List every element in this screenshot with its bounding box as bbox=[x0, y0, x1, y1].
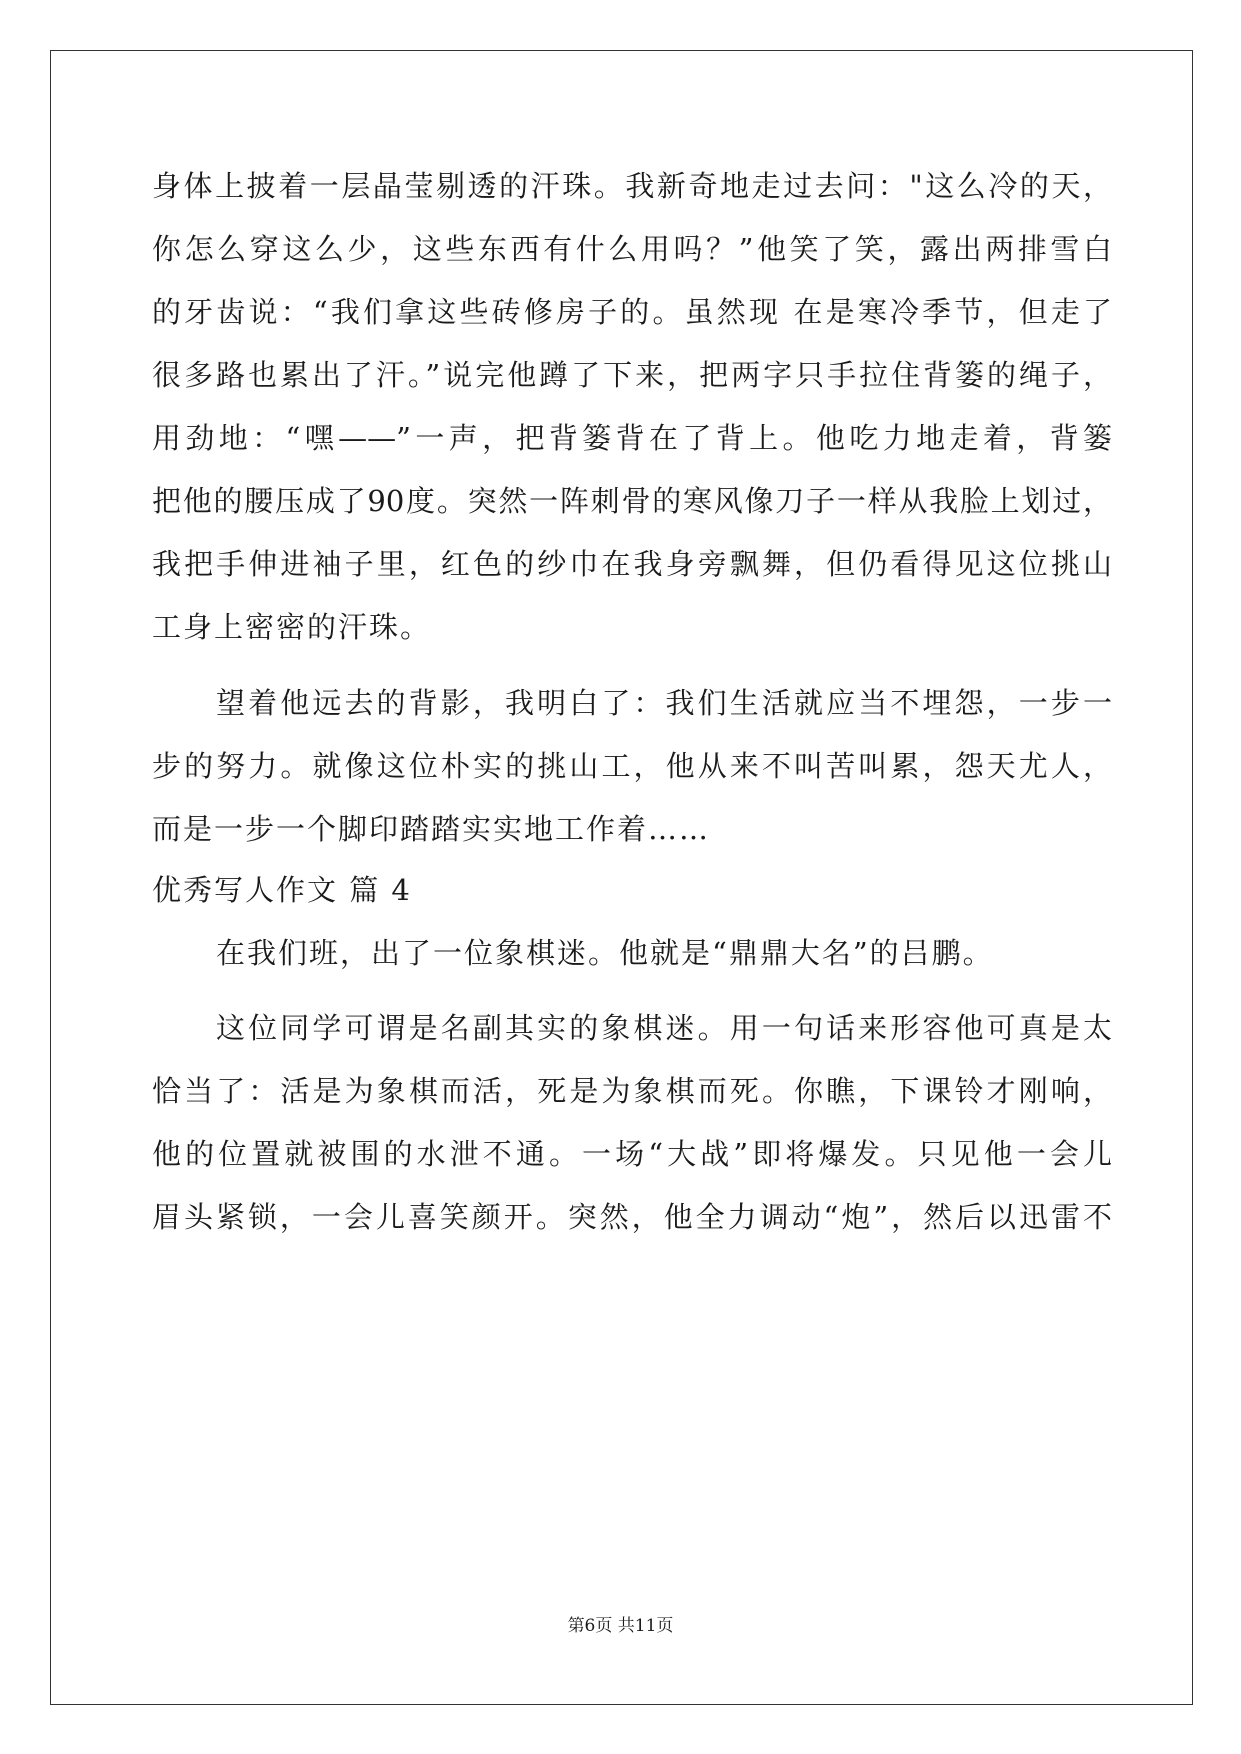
section-heading: 优秀写人作文 篇 4 bbox=[152, 873, 412, 907]
body-line: 恰当了：活是为象棋而活，死是为象棋而死。你瞧，下课铃才刚响， bbox=[152, 1074, 1112, 1108]
body-line: 我把手伸进袖子里，红色的纱巾在我身旁飘舞，但仍看得见这位挑山 bbox=[152, 547, 1112, 581]
body-line: 把他的腰压成了90度。突然一阵刺骨的寒风像刀子一样从我脸上划过， bbox=[152, 484, 1112, 518]
body-line: 用劲地：“嘿——”一声，把背篓背在了背上。他吃力地走着，背篓 bbox=[152, 421, 1112, 455]
body-line: 在我们班，出了一位象棋迷。他就是“鼎鼎大名”的吕鹏。 bbox=[216, 936, 994, 970]
body-line: 他的位置就被围的水泄不通。一场“大战”即将爆发。只见他一会儿 bbox=[152, 1137, 1112, 1171]
body-line: 眉头紧锁，一会儿喜笑颜开。突然，他全力调动“炮”，然后以迅雷不 bbox=[152, 1200, 1112, 1234]
body-line: 步的努力。就像这位朴实的挑山工，他从来不叫苦叫累，怨天尤人， bbox=[152, 749, 1112, 783]
body-line: 很多路也累出了汗。”说完他蹲了下来，把两字只手拉住背篓的绳子， bbox=[152, 358, 1112, 392]
body-line: 工身上密密的汗珠。 bbox=[152, 610, 432, 644]
body-line: 身体上披着一层晶莹剔透的汗珠。我新奇地走过去问："这么冷的天， bbox=[152, 169, 1112, 203]
body-line: 的牙齿说：“我们拿这些砖修房子的。虽然现 在是寒冷季节，但走了 bbox=[152, 295, 1112, 329]
body-line: 你怎么穿这么少，这些东西有什么用吗？”他笑了笑，露出两排雪白 bbox=[152, 232, 1112, 266]
page-footer: 第6页 共11页 bbox=[567, 1616, 674, 1636]
body-line: 而是一步一个脚印踏踏实实地工作着…… bbox=[152, 812, 711, 846]
body-line: 望着他远去的背影，我明白了：我们生活就应当不埋怨，一步一 bbox=[216, 686, 1112, 720]
body-line: 这位同学可谓是名副其实的象棋迷。用一句话来形容他可真是太 bbox=[216, 1011, 1112, 1045]
